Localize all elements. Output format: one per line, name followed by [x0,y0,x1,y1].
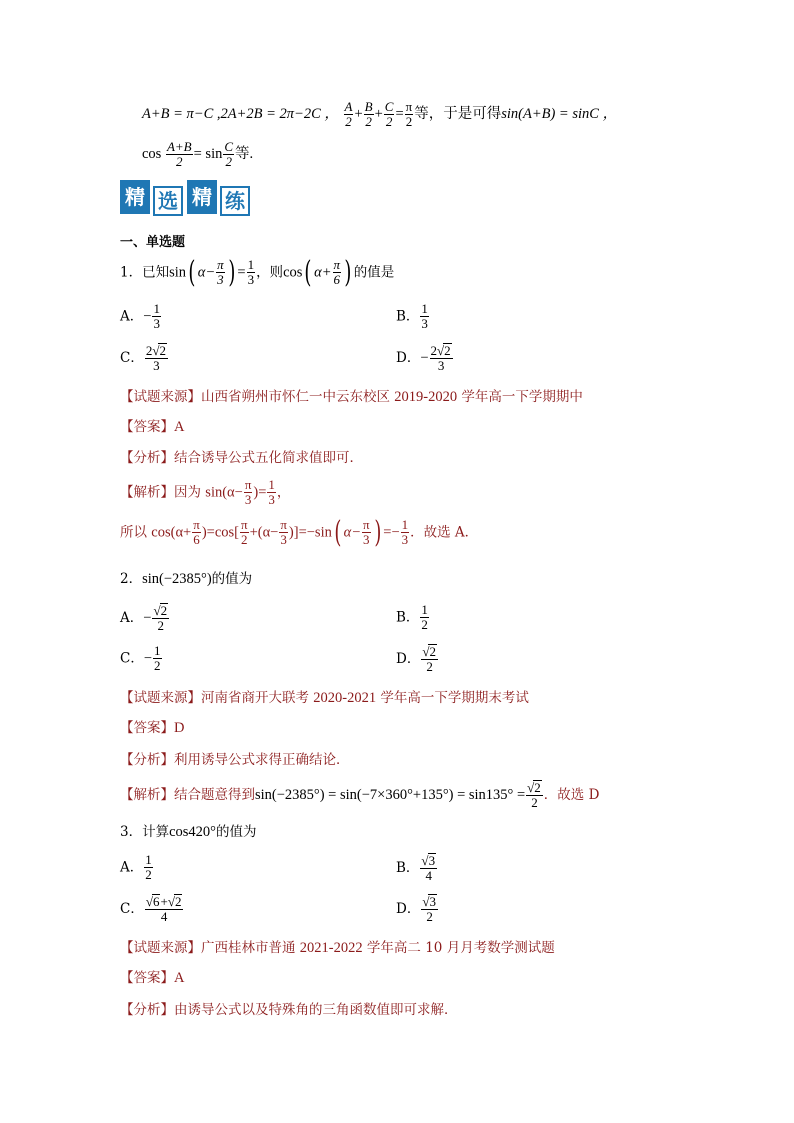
option-label: B． [396,609,420,626]
denominator: 2 [421,659,438,674]
solution-tag: 【解析】 [120,484,174,501]
solution-text: 所以 [120,524,147,541]
q2-analysis [120,748,350,768]
q2-option-a [120,603,170,634]
fraction [144,853,153,883]
q1-option-a [120,302,162,332]
source-year: 2019-2020 [394,389,458,405]
denominator: 2 [384,114,395,129]
intro-eq: = sin [193,146,223,163]
fraction [364,100,374,130]
fraction [333,258,342,288]
q1-sin: sin [169,264,187,281]
paren-right: ) [228,254,236,290]
radicand: 2 [174,894,182,909]
q1-option-d [396,343,454,374]
numerator: √2 [527,780,541,795]
denominator: 3 [247,272,255,288]
denominator: 3 [217,272,224,288]
fraction [384,100,395,130]
numerator: 1 [421,301,428,316]
q1-stem [120,254,395,290]
numerator: √6+√2 [145,894,182,909]
intro-line-1: A+B = π−C ,2A+2B = 2π−2C ， $\frac{A}{2}$ + $\frac{B}{2}$ + $\frac{C}{2}$ = $\frac{\pi}{2}$ 等，于是可得sin(A+B) = sinC ， [142,99,618,130]
numerator: π [240,517,248,532]
q3-option-a [120,853,154,883]
radicand: 2 [160,603,168,618]
numerator: 1 [421,602,428,617]
answer-tag: 【答案】 [120,970,174,986]
solution-end: ．故选 D [543,786,600,803]
numerator: π [333,257,341,272]
q1-arg: α− [197,264,216,281]
denominator: 2 [526,795,543,810]
paren-left: ( [188,254,196,290]
q3-option-b [396,853,438,884]
answer-value: D [174,720,185,736]
q1-source [120,385,583,406]
numerator: 1 [145,852,152,867]
q1-arg2: α+ [314,264,332,281]
source-tag: 【试题来源】 [120,389,201,405]
numerator: A+B [166,139,192,154]
solution-end: ， [276,484,291,501]
denominator: 3 [145,358,168,373]
analysis-text: 由诱导公式以及特殊角的三角函数值即可求解． [174,1002,458,1018]
q1-option-b [396,302,430,332]
denominator: 3 [421,316,428,332]
fraction [420,603,429,633]
numerator: C [224,139,234,154]
paren-left: ( [334,514,342,550]
option-label: B． [396,308,420,325]
fraction [401,518,410,548]
fraction [223,140,234,170]
source-year: 2020-2021 [313,690,377,706]
fraction [240,518,249,548]
denominator: 2 [154,658,161,674]
source-text-2: 学年高一下学期期末考试 [376,690,529,706]
fraction [421,894,438,925]
numerator: 1 [401,517,409,532]
paren-right: ) [373,514,381,550]
q2-answer [120,716,184,737]
fraction [420,302,429,332]
minus-sign: − [143,609,152,626]
denominator: 2 [152,618,169,633]
option-label: A． [120,308,144,325]
denominator: 3 [244,492,252,508]
section-title: 一、单选题 [120,235,186,250]
radicand: 2 [444,343,451,358]
solution-end: ．故选 A． [410,524,479,541]
denominator: 3 [268,492,275,508]
denominator: 3 [363,532,370,548]
fraction [153,644,162,674]
numerator: 1 [153,301,160,316]
numerator: √3 [421,853,436,868]
fraction [526,780,543,811]
radicand: 3 [429,894,436,909]
numerator: π [362,517,370,532]
minus-sign: − [143,650,153,667]
fraction [405,100,414,130]
numerator: B [364,99,373,114]
fraction [420,853,437,884]
q2-solution [120,780,599,811]
q1-option-c [120,343,169,374]
math-part: )=cos[ [201,524,239,541]
q1-cos: cos [283,264,303,281]
q2-option-b [396,603,430,633]
fraction [152,302,161,332]
source-text: 广西桂林市普通 [201,940,300,956]
q2-stem [120,567,252,588]
numerator: A [344,99,353,114]
q1-solution-1 [120,478,290,508]
denominator: 6 [333,272,341,288]
q2-math: sin(−2385°) [142,571,212,587]
math-part: α− [343,524,361,541]
fraction [267,478,276,508]
numerator: 1 [268,477,275,492]
q3-answer [120,966,184,987]
denominator: 2 [345,114,352,130]
numerator: 2√2 [430,343,451,358]
q2-source [120,686,529,707]
q3-analysis [120,998,458,1018]
denominator: 2 [241,532,248,548]
q2-number: 2． [120,571,143,587]
option-label: C． [120,900,144,917]
source-tag: 【试题来源】 [120,690,201,706]
q3-number: 3．计算 [120,824,170,840]
plus-sign: + [160,894,168,909]
analysis-text: 利用诱导公式求得正确结论． [174,752,350,768]
numerator: C [384,99,394,114]
option-label: D． [396,349,421,366]
denominator: 3 [153,316,160,332]
numerator: √3 [422,894,436,909]
q2-tail: 的值为 [211,571,253,587]
option-label: A． [120,609,144,626]
numerator: 1 [247,257,255,272]
radicand: 6 [152,894,160,909]
solution-text: 结合题意得到 [174,786,255,803]
fraction [192,518,201,548]
fraction [244,478,253,508]
fraction [145,894,184,925]
radicand: 2 [159,343,166,358]
q1-eq: = [237,264,246,281]
analysis-tag: 【分析】 [120,1002,174,1018]
fraction [344,100,354,130]
solution-math: sin(−2385°) = sin(−7×360°+135°) = sin135° = [255,786,526,803]
analysis-tag: 【分析】 [120,450,174,466]
denominator: 2 [365,114,372,130]
q1-solution-2 [120,514,479,550]
fraction [152,603,169,634]
numerator: 1 [154,643,161,658]
source-text: 山西省朔州市怀仁一中云东校区 [201,389,395,405]
answer-value: A [174,419,185,435]
denominator: 6 [193,532,200,548]
math-part: =− [383,524,400,541]
intro-cos: cos [142,146,162,163]
paren-left: ( [304,254,312,290]
badge-jing-1: 精 [120,180,150,214]
fraction [166,140,193,170]
analysis-text: 结合诱导公式五化简求值即可． [174,450,363,466]
option-label: B． [396,859,420,876]
radicand: 3 [428,853,436,868]
source-text-2: 学年高一下学期期中 [457,389,583,405]
q1-analysis [120,446,363,466]
answer-tag: 【答案】 [120,720,174,736]
solution-text: 因为 [174,484,201,501]
q3-option-c [120,894,184,925]
numerator: 2√2 [145,343,166,358]
badge-jing-2: 精 [187,180,217,214]
solution-math-2: )= [253,484,267,501]
intro-math-2: sin(A+B) = sinC ， [501,106,618,123]
q3-tail: 的值为 [215,824,257,840]
intro-math-1: A+B = π−C ,2A+2B = 2π−2C ， [142,106,339,123]
numerator: √2 [153,603,168,618]
option-label: D． [396,650,421,667]
solution-tag: 【解析】 [120,786,174,803]
paren-right: ) [344,254,352,290]
option-label: C． [120,650,144,667]
q2-option-c [120,644,163,674]
denominator: 2 [421,617,428,633]
denominator: 2 [421,909,438,924]
denominator: 3 [401,532,409,548]
numerator: π [244,477,252,492]
option-label: C． [120,349,144,366]
denominator: 3 [280,532,287,548]
numerator: π [193,517,200,532]
q3-option-d [396,894,439,925]
coefficient: 2 [430,343,438,358]
q3-source [120,936,555,957]
q1-number: 1．已知 [120,264,170,281]
math-part: +(α− [249,524,279,541]
solution-math: sin(α− [205,484,243,501]
option-label: D． [396,900,421,917]
source-text: 河南省商开大联考 [201,690,314,706]
denominator: 3 [430,358,453,373]
intro-text-1: 等，于是可得 [414,106,502,123]
fraction [145,343,168,374]
radicand: 2 [429,644,436,659]
q3-math: cos420° [169,824,216,840]
fraction [279,518,288,548]
answer-tag: 【答案】 [120,419,174,435]
fraction [216,258,225,288]
fraction [421,644,438,675]
minus-sign: − [143,308,152,325]
fraction [430,343,453,374]
fraction [247,258,256,288]
numerator: √2 [422,644,436,659]
intro-text-2: 等. [235,146,254,163]
numerator: π [280,517,287,532]
denominator: 2 [166,154,193,169]
math-part: cos(α+ [151,524,192,541]
denominator: 4 [420,868,437,883]
badge-xuan: 选 [153,186,183,216]
intro-line-2 [142,140,253,170]
q3-stem [120,820,256,841]
denominator: 2 [223,154,234,169]
fraction [362,518,371,548]
option-label: A． [120,859,144,876]
denominator: 4 [145,909,184,924]
radicand: 2 [534,780,541,795]
q1-then: ，则 [256,264,284,281]
minus-sign: − [420,349,429,366]
numerator: π [405,99,413,114]
source-text-2: 学年高二 10 月月考数学测试题 [362,940,555,956]
numerator: π [217,257,224,272]
analysis-tag: 【分析】 [120,752,174,768]
q1-answer [120,415,184,436]
denominator: 2 [145,867,152,883]
q1-tail: 的值是 [353,264,395,281]
denominator: 2 [405,114,413,130]
answer-value: A [174,970,185,986]
source-year: 2021-2022 [299,940,363,956]
math-part: )]=−sin [288,524,332,541]
badge-lian: 练 [220,186,250,216]
q2-option-d [396,644,439,675]
source-tag: 【试题来源】 [120,940,201,956]
coefficient: 2 [145,343,153,358]
